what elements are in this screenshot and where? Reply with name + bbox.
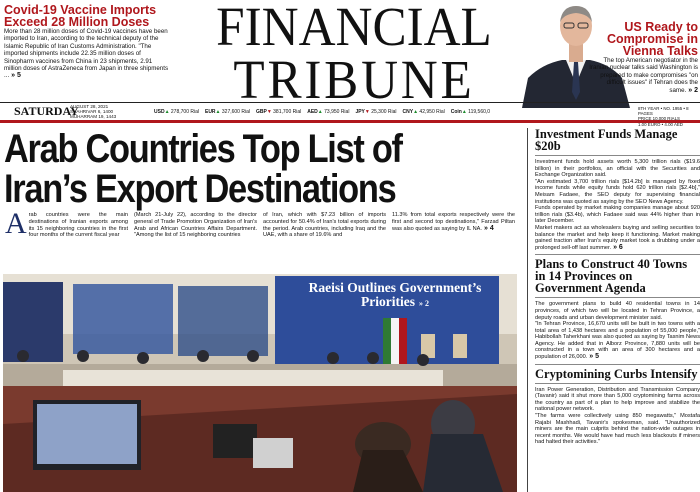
story-column-3: of Iran, which with $7.23 billion of imports accounted for 50.4% of Iran's total exports during the period. Arab countries, including Iraq and the UAE, with a share of 19.6% and xyxy=(263,212,386,239)
paragraph: Market makers act as wholesalers buying and selling securities to balance the market and help keep it functioning. Market making gained traction after Iran's equity market took a drubbing under a prolonged sell-off last summer. » 6 xyxy=(535,224,700,251)
story-column-1 xyxy=(5,207,128,240)
main-story-body xyxy=(5,207,517,240)
main-headline[interactable] xyxy=(4,129,448,209)
paragraph: Iran Power Generation, Distribution and Transmission Company (Tavanir) said it shut more than 5,000 cryptomining farms across the country as part of a plan to help improve and stabilize the national power network. xyxy=(535,386,700,413)
brief-title: Covid-19 Vaccine Imports Exceed 28 Million Doses xyxy=(4,3,157,29)
currency-code: AED xyxy=(307,108,318,115)
paragraph: "In Tehran Province, 16,670 units will be built in two towns with a total area of 1,438 hectares and a population of 55,000 people," Habibollah Taherkhani was also quoted as saying by Tasnim News Agency. He added that in Alborz Province, 7,880 units will be constructed in a town with an area of 300 hectares and a population of 26,000. » 5 xyxy=(535,321,700,361)
brief-body: More than 28 million doses of Covid-19 vaccines have been imported to Iran, according to the technical deputy of the Islamic Republic of Iran Customs Administration. "The imported shipments include 22.35 million doses of Sinopharm vaccines from China in 23 shipments, 2.91 million doses of AstraZeneca from Japan in three shipments ... » 5 xyxy=(4,28,169,80)
ticker-item-coin xyxy=(451,109,490,115)
paragraph: "The farms were collectively using 850 megawatts," Mostafa Rajabi Mashhadi, Tavanir's spokesman, said. "Unauthorized miners are the main culprits behind the nation-wide outages in recent months. We would have had much less blackouts if miners had halted their activities." xyxy=(535,413,700,446)
currency-ticker xyxy=(154,109,624,115)
story-column-2: (March 21-July 22), according to the director general of Trade Promotion Organization of Iran's Arab and African Countries Affairs Department. "Among the list of 15 neighboring countries xyxy=(134,212,257,239)
headline-line2: Iran’s Export Destinations xyxy=(4,167,396,211)
currency-value: 119,560,0 xyxy=(466,108,491,115)
currency-value: 327,600 Rial xyxy=(220,108,250,115)
currency-code: CNY xyxy=(402,108,414,115)
brief-us-vienna[interactable] xyxy=(586,21,698,94)
page-ref: » 6 xyxy=(613,243,623,251)
brief-body: The top American negotiator in the Iranian nuclear talks said Washington is prepared to make compromises "on difficult issues" if Tehran does the same. » 2 xyxy=(589,57,698,94)
paragraph: "An estimated 3,700 trillion rials [$14.2b] is managed by fixed income funds while equity funds hold 620 trillion rials [$2.4b]," Meisam Fadaee, the SEO deputy for supervising financial institutions was quoted as saying by the SEO News Agency. xyxy=(535,178,700,205)
dateline-bar xyxy=(0,102,700,127)
right-column xyxy=(527,128,700,492)
price-rials: PRICE 10,000 RIALS xyxy=(638,116,680,122)
ticker-item-cny xyxy=(403,109,445,115)
brief-title: US Ready to Compromise in Vienna Talks xyxy=(607,20,698,58)
story-title: Investment Funds Manage $20b xyxy=(535,127,678,153)
currency-code: JPY xyxy=(355,108,365,115)
currency-value: 25,300 Rial xyxy=(369,108,397,115)
divider xyxy=(535,364,700,365)
issue-number: 8TH YEAR • NO. 1955 • 8 PAGES xyxy=(638,106,689,117)
masthead-line1: FINANCIAL xyxy=(216,0,492,57)
currency-value: 42,950 Rial xyxy=(418,108,445,115)
divider xyxy=(535,155,700,156)
drop-cap: A xyxy=(5,207,27,240)
weekday: SATURDAY xyxy=(14,104,79,118)
date-gregorian: AUGUST 28, 2021 xyxy=(70,103,109,109)
arrow-down-icon: ▼ xyxy=(364,108,370,115)
ticker-item-aed xyxy=(307,109,349,115)
paragraph: The government plans to build 40 residential towns in 14 provinces, of which two will be located in Tehran Province, a deputy roads and urban development minister said. xyxy=(535,301,700,321)
story-title: Plans to Construct 40 Towns in 14 Provinces on Government Agenda xyxy=(535,257,688,296)
column-text: rab countries were the main destinations of Iranian exports among its 15 neighboring countries in the first four months of the current fiscal year xyxy=(28,212,128,239)
page-ref: » 4 xyxy=(483,224,494,232)
page-ref: » 2 xyxy=(688,86,698,94)
masthead-logo xyxy=(172,0,536,110)
story-title: Cryptomining Curbs Intensify xyxy=(535,366,698,381)
arrow-down-icon: ▼ xyxy=(266,108,272,115)
ticker-item-jpy xyxy=(355,109,396,115)
arrow-up-icon: ▲ xyxy=(461,108,467,115)
column-text: 11.3% from total exports respectively were the first and second top destinations," Farzad Piltan was also quoted as saying by IL NA. xyxy=(392,212,515,232)
currency-value: 278,700 Rial xyxy=(169,108,199,115)
arrow-up-icon: ▲ xyxy=(215,108,221,115)
divider xyxy=(535,254,700,255)
story-investment-funds[interactable] xyxy=(535,128,700,251)
currency-value: 73,950 Rial xyxy=(322,108,350,115)
story-column-4 xyxy=(392,212,515,239)
currency-code: EUR xyxy=(204,108,216,115)
arrow-up-icon: ▲ xyxy=(164,108,170,115)
page-ref: » 5 xyxy=(11,72,21,80)
story-40-towns[interactable] xyxy=(535,258,700,360)
story-cryptomining[interactable] xyxy=(535,368,700,446)
page-ref: » 5 xyxy=(589,353,600,361)
photo-caption[interactable] xyxy=(290,281,500,311)
ticker-item-gbp xyxy=(256,109,301,115)
dates xyxy=(70,104,150,120)
masthead-line2: TRIBUNE xyxy=(233,49,475,110)
page-ref: » 2 xyxy=(416,299,429,308)
divider xyxy=(535,297,700,298)
currency-code: GBP xyxy=(255,108,267,115)
ticker-item-eur xyxy=(205,109,250,115)
caption-text: Raeisi Outlines Government’s Priorities xyxy=(308,280,482,309)
paragraph: Funds operated by market making companies manage about 920 trillion rials ($3.4b), which Fadaee said was 44% higher than in later December. xyxy=(535,205,700,225)
ticker-item-usd xyxy=(154,109,199,115)
date-persian: SHAHRIVAR 6, 1400 xyxy=(70,108,114,114)
arrow-up-icon: ▲ xyxy=(413,108,419,115)
brief-covid-vaccines[interactable] xyxy=(4,4,170,80)
issue-meta xyxy=(638,106,700,127)
headline-line1: Arab Countries Top List of xyxy=(4,127,402,171)
currency-code: Coin xyxy=(450,108,462,115)
price-foreign: 1.00 EURO • 4.00 AED xyxy=(638,121,683,127)
arrow-up-icon: ▲ xyxy=(317,108,323,115)
currency-code: USD xyxy=(154,108,165,115)
date-hijri: MUHARRAM 19, 1443 xyxy=(70,114,117,120)
paragraph: Investment funds hold assets worth 5,300 trillion rials ($19.6 billion) in their portfolios, an official with the Securities and Exchange Organization said. xyxy=(535,159,700,179)
currency-value: 381,700 Rial xyxy=(271,108,302,115)
divider xyxy=(535,383,700,384)
